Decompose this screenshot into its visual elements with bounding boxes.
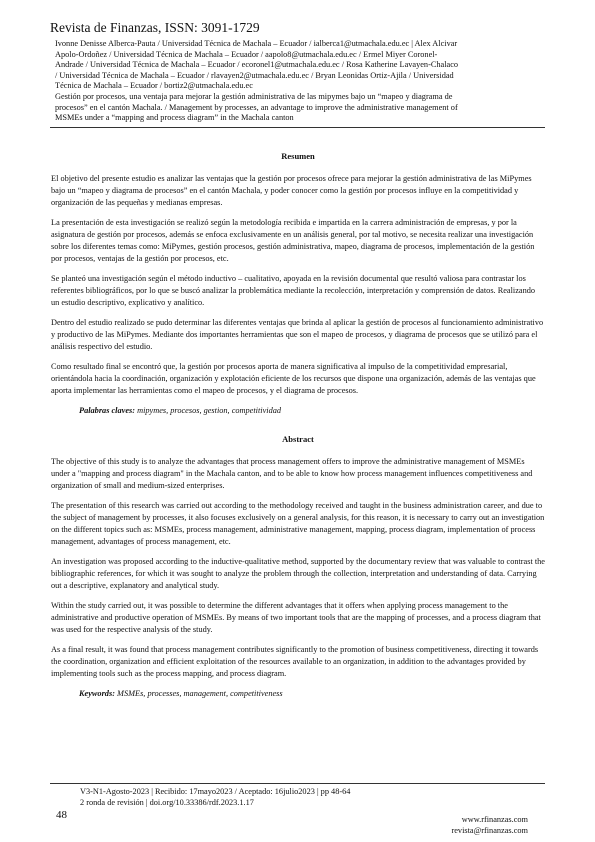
authors-line: Andrade / Universidad Técnica de Machala – Ecuador / ecoronel1@utmachala.edu.ec / Rosa Katherine Lavayen-Chalaco: [55, 60, 459, 70]
paper-title-line: MSMEs under a “mapping and process diagram” in the Machala canton: [55, 113, 294, 123]
email-link[interactable]: revista@rfinanzas.com: [451, 826, 528, 835]
abstract-paragraph: The presentation of this research was carried out according to the methodology received and taught in the business administration career, and due to the subject of management by processes, it also focuses exclusively on a general analysis, for this reason, it is necessary to carry out an investigation on the different topics such as: MSMEs, process management, administrative management, mapping, process diagram, implementation of process management, advantages of process management, etc.: [51, 501, 545, 546]
resumen-paragraph: La presentación de esta investigación se realizó según la metodología recibida e impartida en la carrera administración de empresas, y por la asignatura de gestión por procesos, además se enfoca exclusivamente en un análisis general, por tal motivo, se necesita realizar una investigación sobre los diferentes temas como: MiPymes, gestión procesos, gestión administrativa, mapeo, diagrama de procesos, implementación de la gestión por procesos, ventajas de la gestión por procesos, etc.: [51, 218, 535, 263]
paper-title-line: Gestión por procesos, una ventaja para mejorar la gestión administrativa de las mipymes bajo un “mapeo y diagrama de: [55, 91, 453, 101]
website-link[interactable]: www.rfinanzas.com: [461, 815, 528, 824]
resumen-keywords: [79, 405, 545, 417]
header-divider: [50, 127, 545, 128]
authors-line: Apolo-Ordoñez / Universidad Técnica de Machala – Ecuador / aapolo8@utmachala.edu.ec / Ermel Miyer Coronel-: [55, 49, 438, 59]
keywords-value: MSMEs, processes, management, competitiveness: [117, 689, 283, 698]
footer-info: [80, 786, 350, 808]
abstract-paragraph: An investigation was proposed according to the inductive-qualitative method, supported by the documentary review that was valuable to contrast the bibliographic references, for which it was sought to analyze the problem through the collection, interpretation and understanding of data. Carrying out a descriptive, explanatory and analytical study.: [51, 557, 545, 590]
journal-title: Revista de Finanzas, ISSN: 3091-1729: [50, 20, 260, 35]
page-number: 48: [56, 809, 67, 821]
article-body: [51, 150, 545, 700]
authors-line: / Universidad Técnica de Machala – Ecuador / rlavayen2@utmachala.edu.ec / Bryan Leonidas Ortiz-Ajila / Universidad: [55, 70, 454, 80]
issue-info: V3-N1-Agosto-2023 | Recibido: 17mayo2023 / Aceptado: 16julio2023 | pp 48-64: [80, 787, 351, 796]
abstract-paragraph: The objective of this study is to analyze the advantages that process management offers to improve the administrative management of MSMEs under a "mapping and process diagram" in the Machala canton, and to be able to know how process management influences competitiveness and organization of small and medium-sized enterprises.: [51, 457, 533, 490]
resumen-paragraph: Dentro del estudio realizado se pudo determinar las diferentes ventajas que brinda al aplicar la gestión de procesos al funcionamiento administrativo y productivo de las MiPymes. Mediante dos importantes herramientas que son el mapeo de procesos, y diagrama de procesos que se utilizó para el análisis respectivo del estudio.: [51, 318, 544, 351]
authors-block: [50, 39, 545, 124]
authors-line: Ivonne Denisse Alberca-Pauta / Universidad Técnica de Machala – Ecuador / ialberca1@utmachala.edu.ec | Alex Alcivar: [55, 39, 458, 48]
authors-line: Técnica de Machala – Ecuador / bortiz2@utmachala.edu.ec: [55, 81, 253, 91]
resumen-paragraph: El objetivo del presente estudio es analizar las ventajas que la gestión por procesos ofrece para mejorar la gestión administrativa de las MiPymes bajo un “mapeo y diagrama de procesos” en el cantón Machala, y poder conocer como la gestión por procesos influye en la competitividad y organización de las pequeñas y medianas empresas.: [51, 174, 532, 207]
resumen-paragraph: Se planteó una investigación según el método inductivo – cualitativo, apoyada en la revisión documental que resultó valiosa para contrastar los referentes bibliográficos, por lo que se buscó analizar la problemática mediante la recolección, interpretación y comprensión de datos. Realizando un estudio descriptivo, explicativo y analítico.: [51, 274, 536, 307]
doi-info: 2 ronda de revisión | doi.org/10.33386/rdf.2023.1.17: [80, 798, 254, 807]
abstract-paragraph: Within the study carried out, it was possible to determine the different advantages that it offers when applying process management to the administrative and productive operation of MSMEs. By means of two important tools that are the mapping of processes, and a process diagram that was used for the respective analysis of the study.: [51, 601, 541, 634]
keywords-label: Keywords:: [79, 689, 115, 698]
abstract-title: Abstract: [282, 434, 314, 444]
footer-divider: [50, 783, 545, 784]
page-header: [50, 20, 545, 124]
abstract-paragraph: As a final result, it was found that process management contributes significantly to the promotion of business competitiveness, directing it towards the coordination, organization and efficient exploitation of the resources available to an organization, in addition to the advantages provided by implementing tools such as the process mapping, and process diagram.: [51, 645, 539, 678]
abstract-keywords: [79, 688, 545, 700]
resumen-paragraph: Como resultado final se encontró que, la gestión por procesos aporta de manera significativa al impulso de la competitividad empresarial, orientándola hacia la coordinación, organización y explotación eficiente de los recursos que dispone una organización, además de las ventajas que aporta implementar las herramientas como el mapeo de procesos, y el diagrama de procesos.: [51, 362, 536, 395]
footer-links: [451, 814, 528, 836]
resumen-title: Resumen: [281, 151, 315, 161]
keywords-label: Palabras claves:: [79, 406, 135, 415]
keywords-value: mipymes, procesos, gestion, competitividad: [137, 406, 282, 415]
paper-title-line: procesos” en el cantón Machala. / Management by processes, an advantage to improve the administrative management of: [55, 102, 458, 112]
